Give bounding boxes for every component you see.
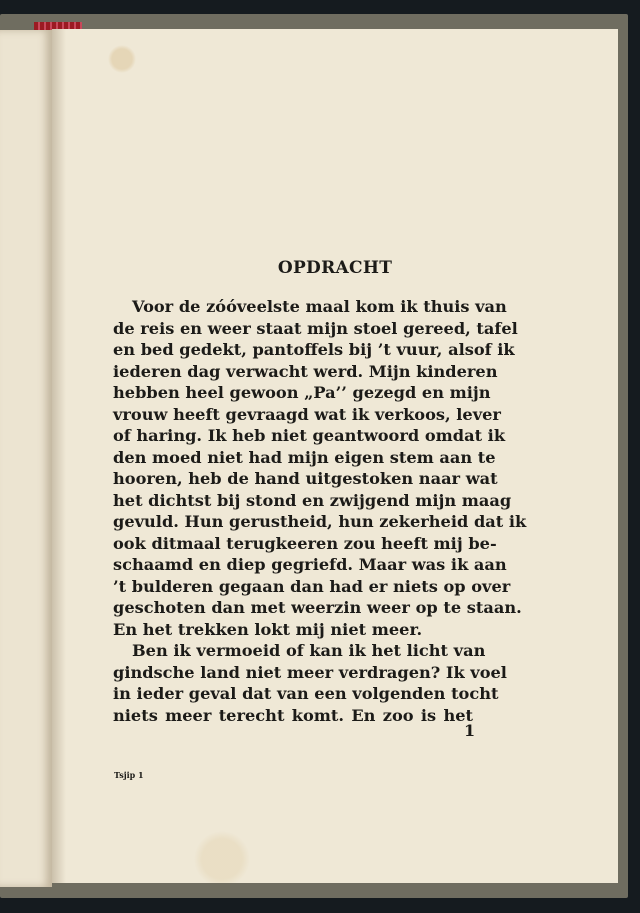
body-text [113,296,527,726]
book-page [52,29,618,883]
left-page-edge [0,30,52,887]
text-line: Voor de zóóveelste maal kom ik thuis van [132,297,507,316]
text-line: schaamd en diep gegriefd. Maar was ik aan [113,555,507,574]
text-line: niets meer terecht komt. En zoo is het [113,705,473,725]
text-line: in ieder geval dat van een volgenden tocht [113,684,499,703]
signature-mark: Tsjip 1 [114,770,144,780]
text-line: ’t bulderen gegaan dan had er niets op over [113,576,511,596]
text-line: iederen dag verwacht werd. Mijn kinderen [113,361,498,381]
text-line: En het trekken lokt mij niet meer. [113,619,423,639]
text-line: den moed niet had mijn eigen stem aan te [113,447,496,467]
text-line: de reis en weer staat mijn stoel gereed, tafel [113,318,518,338]
paragraph-1 [113,296,527,640]
page-number: 1 [464,721,476,740]
text-line: gindsche land niet meer verdragen? Ik voel [113,662,507,682]
text-line: het dichtst bij stond en zwijgend mijn maag [113,490,512,510]
text-line: en bed gedekt, pantoffels bij ’t vuur, alsof ik [113,340,515,359]
text-line: hooren, heb de hand uitgestoken naar wat [113,469,498,488]
text-line: vrouw heeft gevraagd wat ik verkoos, lever [113,404,501,424]
text-line: geschoten dan met weerzin weer op te staan. [113,598,522,617]
text-line: ook ditmaal terugkeeren zou heeft mij be- [113,533,497,553]
text-line: hebben heel gewoon „Pa’’ gezegd en mijn [113,383,491,402]
paragraph-2 [113,640,507,726]
text-line: Ben ik vermoeid of kan ik het licht van [132,641,486,660]
page-title: OPDRACHT [277,258,393,278]
text-line: of haring. Ik heb niet geantwoord omdat ik [113,426,506,445]
text-line: gevuld. Hun gerustheid, hun zekerheid dat ik [113,512,527,531]
